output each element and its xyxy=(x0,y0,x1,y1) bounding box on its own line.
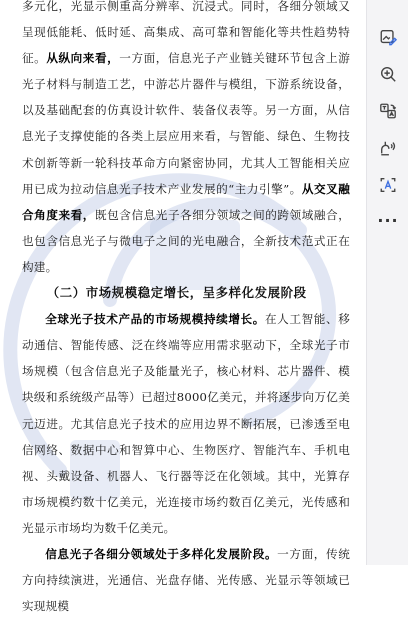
translate-icon xyxy=(379,102,397,120)
read-aloud-button[interactable] xyxy=(375,135,401,161)
para2-text: 在人工智能、移动通信、智能传感、泛在终端等应用需求驱动下，全球光子市场规模（包含信息光子及能量光子，核心材料、芯片器件、模块级和系统级产品等）已超过8000亿美元，并将逐步向万亿美元迈进。尤其信息光子技术的应用边界不断拓展，已渗透至电信网络、数据中心和智算中心、生物医疗、智能汽车、手机电视、头戴设备、机器人、飞行器等泛在化领域。其中，光算存市场规模约数十亿美元，光连接市场约数百亿美元，光传感和光显示市场均为数千亿美元。 xyxy=(22,312,350,535)
ocr-scan-button[interactable] xyxy=(375,172,401,198)
section-heading: （二）市场规模稳定增长，呈多样化发展阶段 xyxy=(46,285,307,301)
para1-text-b: 一方面，信息光子产业链关键环节包含上游光子材料与制造工艺，中游芯片器件与模组，下游系统设备，以及基础配套的仿真设计软件、装备仪表等。另一方面，从信息光子支撑使能的各类上层应用来看，与智能、绿色、生物技术创新等新一轮科技革命方向紧密协同，尤其人工智能相关应用已成为拉动信息光子技术产业发展的“主力引擎”。 xyxy=(22,51,350,196)
para1-text-c: 既包含信息光子各细分领域之间的跨领域融合，也包含信息光子与微电子之间的光电融合，全新技术范式正在构建。 xyxy=(22,207,351,274)
para3-text: 一方面，传统方向持续演进，光通信、光盘存储、光传感、光显示等领域已实现规模 xyxy=(22,546,350,614)
document-body xyxy=(22,0,350,619)
para2-bold: 全球光子技术产品的市场规模持续增长。 xyxy=(45,312,265,327)
translate-button[interactable] xyxy=(375,98,401,124)
para1-bold-a: 从纵向来看， xyxy=(46,51,120,66)
paragraph-3 xyxy=(22,541,350,619)
more-icon: ··· xyxy=(377,211,399,230)
read-aloud-icon xyxy=(379,139,397,157)
ocr-scan-icon xyxy=(379,176,397,194)
edit-image-icon xyxy=(379,28,397,46)
edit-image-button[interactable] xyxy=(375,24,401,50)
more-options-button[interactable] xyxy=(375,208,401,234)
para3-bold: 信息光子各细分领域处于多样化发展阶段。 xyxy=(45,546,278,561)
paragraph-1 xyxy=(22,0,350,280)
zoom-in-icon xyxy=(379,65,397,83)
paragraph-2 xyxy=(22,306,350,541)
right-toolbar xyxy=(366,0,408,565)
zoom-in-button[interactable] xyxy=(375,61,401,87)
para1-bold-b: 从交叉融合角度来看， xyxy=(22,181,350,222)
para1-text-a: 多元化，光显示侧重高分辨率、沉浸式。同时，各细分领域又呈现低能耗、低时延、高集成、高可靠和智能化等共性趋势特征。 xyxy=(22,0,350,66)
